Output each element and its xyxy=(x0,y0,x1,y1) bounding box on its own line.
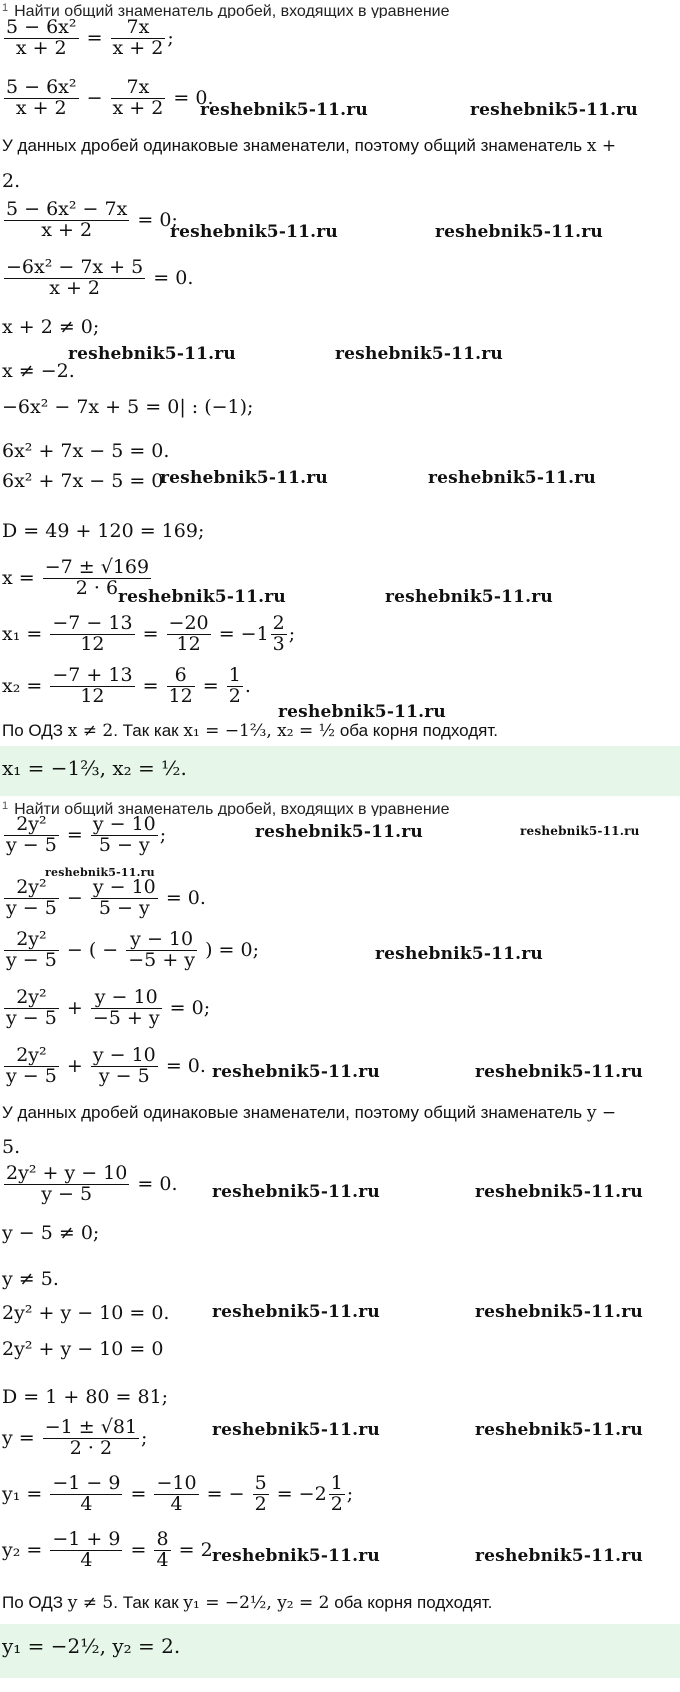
watermark: reshebnik5-11.ru xyxy=(160,468,328,488)
watermark: reshebnik5-11.ru xyxy=(255,822,423,842)
watermark: reshebnik5-11.ru xyxy=(45,866,155,879)
watermark: reshebnik5-11.ru xyxy=(170,222,338,242)
watermark: reshebnik5-11.ru xyxy=(212,1062,380,1082)
task-label: Найти общий знаменатель дробей, входящих в уравнение xyxy=(14,802,450,816)
watermark: reshebnik5-11.ru xyxy=(212,1420,380,1440)
watermark: reshebnik5-11.ru xyxy=(212,1546,380,1566)
equation-line: $\frac{\text{2y²}}{y - 5}$ − ( − $\frac{y - 10}{-5 + y}$ ) = 0; xyxy=(6,928,259,971)
watermark: reshebnik5-11.ru xyxy=(520,824,640,838)
watermark: reshebnik5-11.ru xyxy=(475,1182,643,1202)
equation-line: D = 1 + 80 = 81; xyxy=(2,1386,169,1408)
equation-line: $\frac{\text{5 − 6x² − 7x}}{x + 2}$ = 0; xyxy=(6,198,178,241)
denominator-continuation: 2. xyxy=(2,170,21,192)
common-denominator-text: У данных дробей одинаковые знаменатели, поэтому общий знаменатель y − xyxy=(2,1103,617,1123)
equation-line: y ≠ 5. xyxy=(2,1268,59,1290)
odz-text: По ОДЗ x ≠ 2. Так как x₁ = −1⅔, x₂ = ½ оба корня подходят. xyxy=(2,721,499,741)
watermark: reshebnik5-11.ru xyxy=(475,1062,643,1082)
equation-line: $\frac{\text{2y²}}{y - 5}$ + $\frac{y - 10}{-5 + y}$ = 0; xyxy=(6,986,211,1029)
watermark: reshebnik5-11.ru xyxy=(375,944,543,964)
watermark: reshebnik5-11.ru xyxy=(385,587,553,607)
task-label: Найти общий знаменатель дробей, входящих в уравнение xyxy=(14,4,450,18)
equation-line: y₂ = $\frac{-1 + 9}{4}$ = $\frac{8}{4}$ = 2. xyxy=(2,1528,219,1571)
equation-line: x₁ = $\frac{-7 - 13}{12}$ = $\frac{-20}{12}$ = −1 $\frac{2}{3}$ ; xyxy=(2,612,296,655)
task-number: 1 xyxy=(2,2,9,14)
equation-line: $\frac{\text{−6x² − 7x + 5}}{x + 2}$ = 0. xyxy=(6,256,194,299)
equation-line: $\frac{\text{2y²}}{y - 5}$ = $\frac{y - 10}{5 - y}$ ; xyxy=(6,813,167,856)
equation-line: $\frac{\text{5 − 6x²}}{x + 2}$ = $\frac{7x}{x + 2}$ ; xyxy=(6,16,174,59)
task-number: 1 xyxy=(2,800,9,812)
watermark: reshebnik5-11.ru xyxy=(475,1302,643,1322)
answer-text: x₁ = −1⅔, x₂ = ½. xyxy=(2,756,187,780)
watermark: reshebnik5-11.ru xyxy=(212,1302,380,1322)
watermark: reshebnik5-11.ru xyxy=(200,100,368,120)
answer-box xyxy=(0,746,680,796)
equation-line: 6x² + 7x − 5 = 0. xyxy=(2,440,170,462)
watermark: reshebnik5-11.ru xyxy=(470,100,638,120)
equation-line: 6x² + 7x − 5 = 0 xyxy=(2,470,164,492)
equation-line: 2y² + y − 10 = 0 xyxy=(2,1338,164,1360)
equation-line: x = $\frac{-7 \pm √169}{2 \cdot 6}$ xyxy=(2,556,150,599)
equation-line: −6x² − 7x + 5 = 0| : (−1); xyxy=(2,396,254,418)
task-header-2 xyxy=(2,800,449,816)
equation-line: 2y² + y − 10 = 0. xyxy=(2,1302,170,1324)
equation-line: x₂ = $\frac{-7 + 13}{12}$ = $\frac{6}{12}$ = $\frac{1}{2}$ . xyxy=(2,664,251,707)
watermark: reshebnik5-11.ru xyxy=(335,344,503,364)
watermark: reshebnik5-11.ru xyxy=(435,222,603,242)
watermark: reshebnik5-11.ru xyxy=(428,468,596,488)
odz-text: По ОДЗ y ≠ 5. Так как y₁ = −2½, y₂ = 2 оба корня подходят. xyxy=(2,1593,493,1613)
answer-text: y₁ = −2½, y₂ = 2. xyxy=(2,1634,181,1658)
watermark: reshebnik5-11.ru xyxy=(475,1546,643,1566)
equation-line: x + 2 ≠ 0; xyxy=(2,316,100,338)
watermark: reshebnik5-11.ru xyxy=(118,587,286,607)
answer-box xyxy=(0,1624,680,1678)
equation-line: x ≠ −2. xyxy=(2,360,75,382)
watermark: reshebnik5-11.ru xyxy=(475,1420,643,1440)
denominator-continuation: 5. xyxy=(2,1136,21,1158)
equation-line: D = 49 + 120 = 169; xyxy=(2,520,205,542)
equation-line: y − 5 ≠ 0; xyxy=(2,1222,100,1244)
watermark: reshebnik5-11.ru xyxy=(68,344,236,364)
common-denominator-text: У данных дробей одинаковые знаменатели, поэтому общий знаменатель x + xyxy=(2,136,617,156)
equation-line: $\frac{\text{2y²}}{y - 5}$ − $\frac{y - 10}{5 - y}$ = 0. xyxy=(6,876,206,919)
equation-line: $\frac{\text{2y²}}{y - 5}$ + $\frac{y - 10}{y - 5}$ = 0. xyxy=(6,1044,206,1087)
equation-line: y₁ = $\frac{-1 - 9}{4}$ = $\frac{-10}{4}$ = − $\frac{5}{2}$ = −2 $\frac{1}{2}$ ; xyxy=(2,1472,354,1515)
watermark: reshebnik5-11.ru xyxy=(278,702,446,722)
equation-line: $\frac{\text{2y² + y − 10}}{y - 5}$ = 0. xyxy=(6,1162,178,1205)
equation-line: $\frac{\text{5 − 6x²}}{x + 2}$ − $\frac{7x}{x + 2}$ = 0. xyxy=(6,76,214,119)
equation-line: y = $\frac{-1 \pm √81}{2 \cdot 2}$ ; xyxy=(2,1416,148,1459)
watermark: reshebnik5-11.ru xyxy=(212,1182,380,1202)
